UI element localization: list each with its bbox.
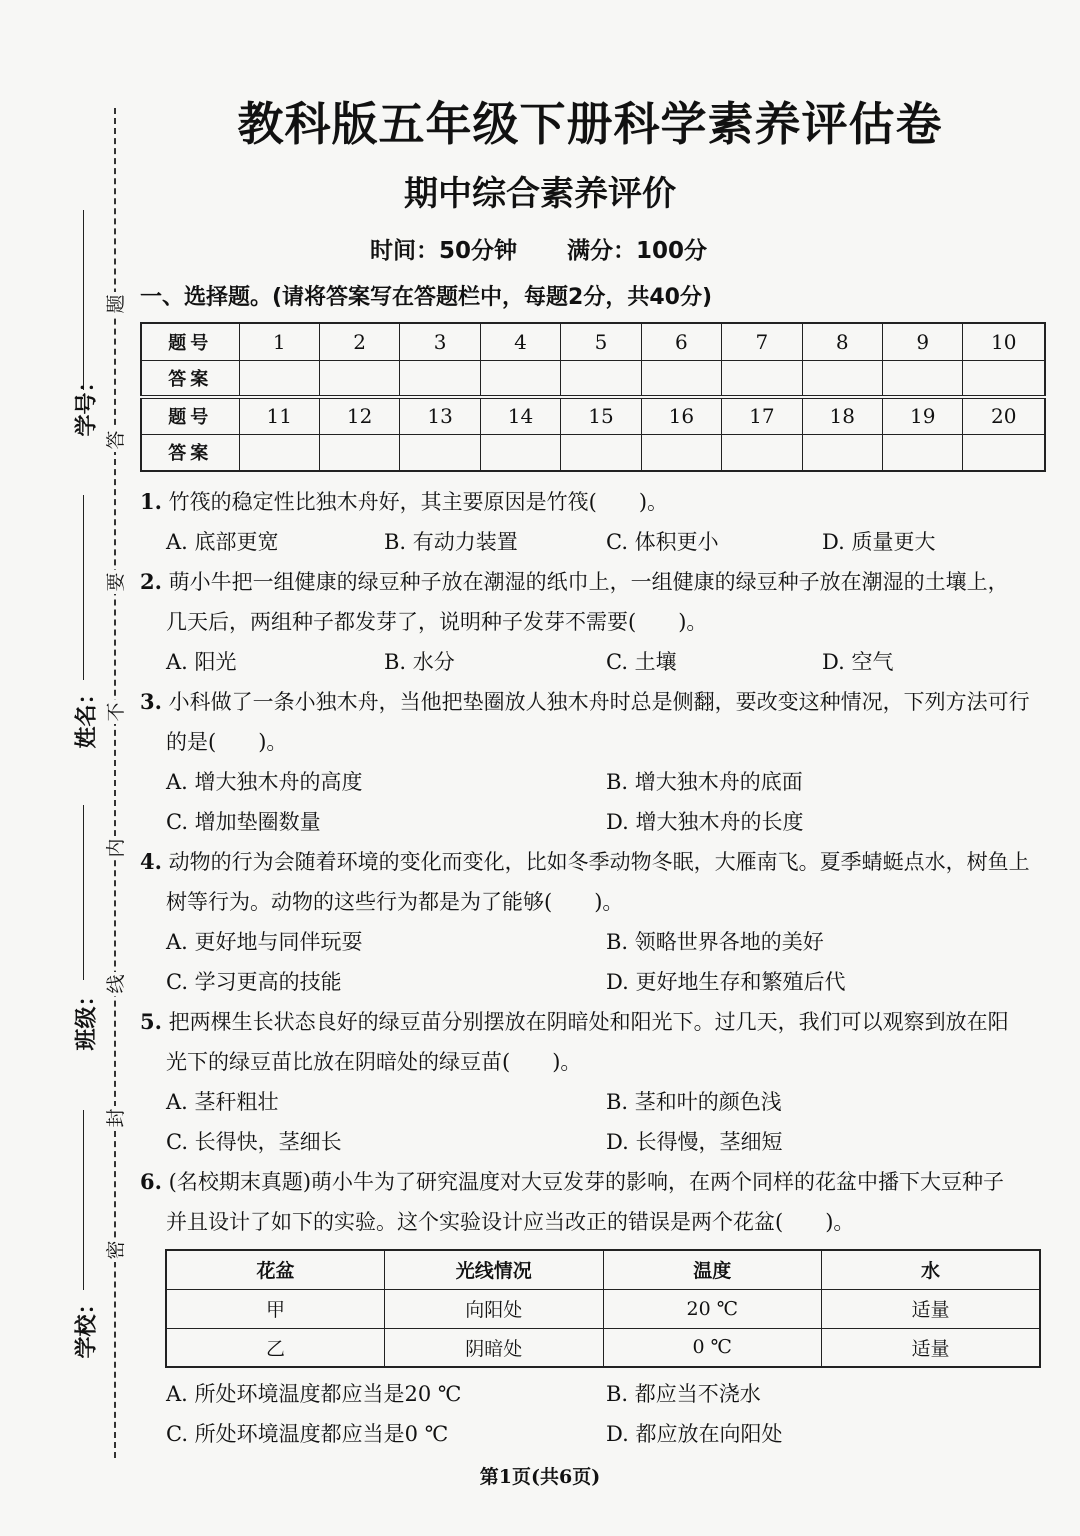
question-6: 6. (名校期末真题)萌小牛为了研究温度对大豆发芽的影响，在两个同样的花盆中播下大豆种子 并且设计了如下的实验。这个实验设计应当改正的错误是两个花盆( )。 xyxy=(140,1162,1050,1242)
option-b[interactable]: B. 都应当不浇水 xyxy=(606,1382,761,1406)
option-d[interactable]: D. 更好地生存和繁殖后代 xyxy=(606,970,846,994)
question-text: (名校期末真题)萌小牛为了研究温度对大豆发芽的影响，在两个同样的花盆中播下大豆种子 xyxy=(168,1170,1005,1194)
question-number: 17 xyxy=(722,397,802,434)
answer-cell[interactable] xyxy=(641,434,721,471)
table-cell: 乙 xyxy=(166,1328,385,1367)
question-number: 11 xyxy=(239,397,319,434)
question-text: 萌小牛把一组健康的绿豆种子放在潮湿的纸巾上，一组健康的绿豆种子放在潮湿的土壤上， xyxy=(168,570,1009,594)
option-c[interactable]: C. 土壤 xyxy=(606,650,677,674)
answer-cell[interactable] xyxy=(239,434,319,471)
seal-char: 要 xyxy=(104,570,128,594)
option-c[interactable]: C. 体积更小 xyxy=(606,530,719,554)
question-number: 18 xyxy=(802,397,882,434)
question-5: 5. 把两棵生长状态良好的绿豆苗分别摆放在阴暗处和阳光下。过几天，我们可以观察到放在阳 光下的绿豆苗比放在阴暗处的绿豆苗( )。 xyxy=(140,1002,1050,1082)
question-number: 1 xyxy=(239,323,319,360)
question-number: 14 xyxy=(480,397,560,434)
option-a[interactable]: A. 底部更宽 xyxy=(166,530,279,554)
question-number: 9 xyxy=(883,323,963,360)
answer-cell[interactable] xyxy=(883,434,963,471)
class-line xyxy=(83,805,84,980)
answer-cell[interactable] xyxy=(480,434,560,471)
experiment-table xyxy=(165,1249,1041,1368)
option-d[interactable]: D. 增大独木舟的长度 xyxy=(606,810,804,834)
option-a[interactable]: A. 茎秆粗壮 xyxy=(166,1090,279,1114)
seal-char: 封 xyxy=(104,1106,128,1130)
option-a[interactable]: A. 所处环境温度都应当是20 ℃ xyxy=(166,1382,462,1406)
option-d[interactable]: D. 空气 xyxy=(822,650,894,674)
seal-char: 线 xyxy=(104,972,128,996)
answer-cell[interactable] xyxy=(722,360,802,397)
option-d[interactable]: D. 都应放在向阳处 xyxy=(606,1422,783,1446)
question-number: 20 xyxy=(963,397,1045,434)
answer-cell[interactable] xyxy=(319,360,399,397)
answer-cell[interactable] xyxy=(561,360,641,397)
option-d[interactable]: D. 质量更大 xyxy=(822,530,936,554)
page-footer: 第1页(共6页) xyxy=(479,1466,601,1488)
table-cell: 适量 xyxy=(822,1289,1041,1328)
question-number: 7 xyxy=(722,323,802,360)
option-b[interactable]: B. 茎和叶的颜色浅 xyxy=(606,1090,782,1114)
seal-char: 内 xyxy=(104,836,128,860)
exam-meta xyxy=(370,232,707,265)
question-text: 树等行为。动物的这些行为都是为了能够( )。 xyxy=(166,890,624,914)
question-2: 2. 萌小牛把一组健康的绿豆种子放在潮湿的纸巾上，一组健康的绿豆种子放在潮湿的土壤上， 几天后，两组种子都发芽了，说明种子发芽不需要( )。 xyxy=(140,562,1050,642)
answer-cell[interactable] xyxy=(239,360,319,397)
answer-cell[interactable] xyxy=(883,360,963,397)
question-text: 光下的绿豆苗比放在阴暗处的绿豆苗( )。 xyxy=(166,1050,582,1074)
score-info: 满分：100分 xyxy=(567,238,708,264)
question-text: 小科做了一条小独木舟，当他把垫圈放人独木舟时总是侧翻，要改变这种情况，下列方法可行 xyxy=(168,690,1030,714)
table-cell: 适量 xyxy=(822,1328,1041,1367)
question-text: 的是( )。 xyxy=(166,730,288,754)
option-b[interactable]: B. 领略世界各地的美好 xyxy=(606,930,824,954)
answer-cell[interactable] xyxy=(802,360,882,397)
option-c[interactable]: C. 增加垫圈数量 xyxy=(166,810,321,834)
time-info: 时间：50分钟 xyxy=(370,238,518,264)
question-number: 2 xyxy=(319,323,399,360)
school-line xyxy=(83,1110,84,1290)
seal-char: 密 xyxy=(104,1238,128,1262)
answer-cell[interactable] xyxy=(641,360,721,397)
answer-cell[interactable] xyxy=(561,434,641,471)
answer-grid xyxy=(140,322,1046,472)
answer-cell[interactable] xyxy=(319,434,399,471)
student-id-line xyxy=(83,210,84,390)
answer-header: 答案 xyxy=(141,360,239,397)
question-number: 6 xyxy=(641,323,721,360)
question-number: 4 xyxy=(480,323,560,360)
question-number: 16 xyxy=(641,397,721,434)
seal-char: 不 xyxy=(104,700,128,724)
table-cell: 0 ℃ xyxy=(603,1328,822,1367)
option-c[interactable]: C. 所处环境温度都应当是0 ℃ xyxy=(166,1422,449,1446)
seal-char: 题 xyxy=(104,292,128,316)
question-number: 3 xyxy=(400,323,480,360)
table-header: 水 xyxy=(822,1250,1041,1289)
table-header: 花盆 xyxy=(166,1250,385,1289)
answer-cell[interactable] xyxy=(722,434,802,471)
answer-cell[interactable] xyxy=(480,360,560,397)
exam-title: 教科版五年级下册科学素养评估卷 xyxy=(237,97,943,151)
option-d[interactable]: D. 长得慢，茎细短 xyxy=(606,1130,783,1154)
question-number: 12 xyxy=(319,397,399,434)
question-1: 1. 竹筏的稳定性比独木舟好，其主要原因是竹筏( )。 xyxy=(140,489,669,514)
answer-cell[interactable] xyxy=(963,360,1045,397)
option-a[interactable]: A. 增大独木舟的高度 xyxy=(166,770,363,794)
answer-cell[interactable] xyxy=(400,360,480,397)
table-row xyxy=(166,1328,1040,1367)
option-c[interactable]: C. 长得快，茎细长 xyxy=(166,1130,342,1154)
option-b[interactable]: B. 增大独木舟的底面 xyxy=(606,770,803,794)
option-b[interactable]: B. 水分 xyxy=(384,650,455,674)
option-c[interactable]: C. 学习更高的技能 xyxy=(166,970,342,994)
question-text: 几天后，两组种子都发芽了，说明种子发芽不需要( )。 xyxy=(166,610,708,634)
question-number: 8 xyxy=(802,323,882,360)
name-label: 姓名： xyxy=(74,682,100,749)
student-id-label: 学号： xyxy=(74,370,100,437)
table-row xyxy=(166,1289,1040,1328)
school-label: 学校： xyxy=(74,1292,100,1359)
exam-subtitle: 期中综合素养评价 xyxy=(404,174,676,214)
question-number-header: 题号 xyxy=(141,397,239,434)
question-4: 4. 动物的行为会随着环境的变化而变化，比如冬季动物冬眠，大雁南飞。夏季蜻蜓点水，树鱼上 树等行为。动物的这些行为都是为了能够( )。 xyxy=(140,842,1050,922)
table-cell: 20 ℃ xyxy=(603,1289,822,1328)
class-label: 班级： xyxy=(74,984,100,1051)
question-text: 把两棵生长状态良好的绿豆苗分别摆放在阴暗处和阳光下。过几天，我们可以观察到放在阳 xyxy=(168,1010,1009,1034)
table-header: 光线情况 xyxy=(385,1250,604,1289)
table-cell: 向阳处 xyxy=(385,1289,604,1328)
question-text: 并且设计了如下的实验。这个实验设计应当改正的错误是两个花盆( )。 xyxy=(166,1210,855,1234)
question-number-header: 题号 xyxy=(141,323,239,360)
answer-cell[interactable] xyxy=(963,434,1045,471)
question-text: 竹筏的稳定性比独木舟好，其主要原因是竹筏( )。 xyxy=(168,490,669,514)
section-heading: 一、选择题。(请将答案写在答题栏中，每题2分，共40分) xyxy=(140,285,713,310)
answer-cell[interactable] xyxy=(400,434,480,471)
question-text: 动物的行为会随着环境的变化而变化，比如冬季动物冬眠，大雁南飞。夏季蜻蜓点水，树鱼上 xyxy=(168,850,1030,874)
question-number: 15 xyxy=(561,397,641,434)
table-cell: 阴暗处 xyxy=(385,1328,604,1367)
answer-cell[interactable] xyxy=(802,434,882,471)
option-b[interactable]: B. 有动力装置 xyxy=(384,530,518,554)
question-number: 13 xyxy=(400,397,480,434)
question-number: 10 xyxy=(963,323,1045,360)
question-3: 3. 小科做了一条小独木舟，当他把垫圈放人独木舟时总是侧翻，要改变这种情况，下列方法可行 的是( )。 xyxy=(140,682,1050,762)
name-line xyxy=(83,495,84,680)
table-cell: 甲 xyxy=(166,1289,385,1328)
option-a[interactable]: A. 更好地与同伴玩耍 xyxy=(166,930,363,954)
question-number: 5 xyxy=(561,323,641,360)
seal-char: 答 xyxy=(104,428,128,452)
question-number: 19 xyxy=(883,397,963,434)
option-a[interactable]: A. 阳光 xyxy=(166,650,237,674)
answer-header: 答案 xyxy=(141,434,239,471)
table-header: 温度 xyxy=(603,1250,822,1289)
